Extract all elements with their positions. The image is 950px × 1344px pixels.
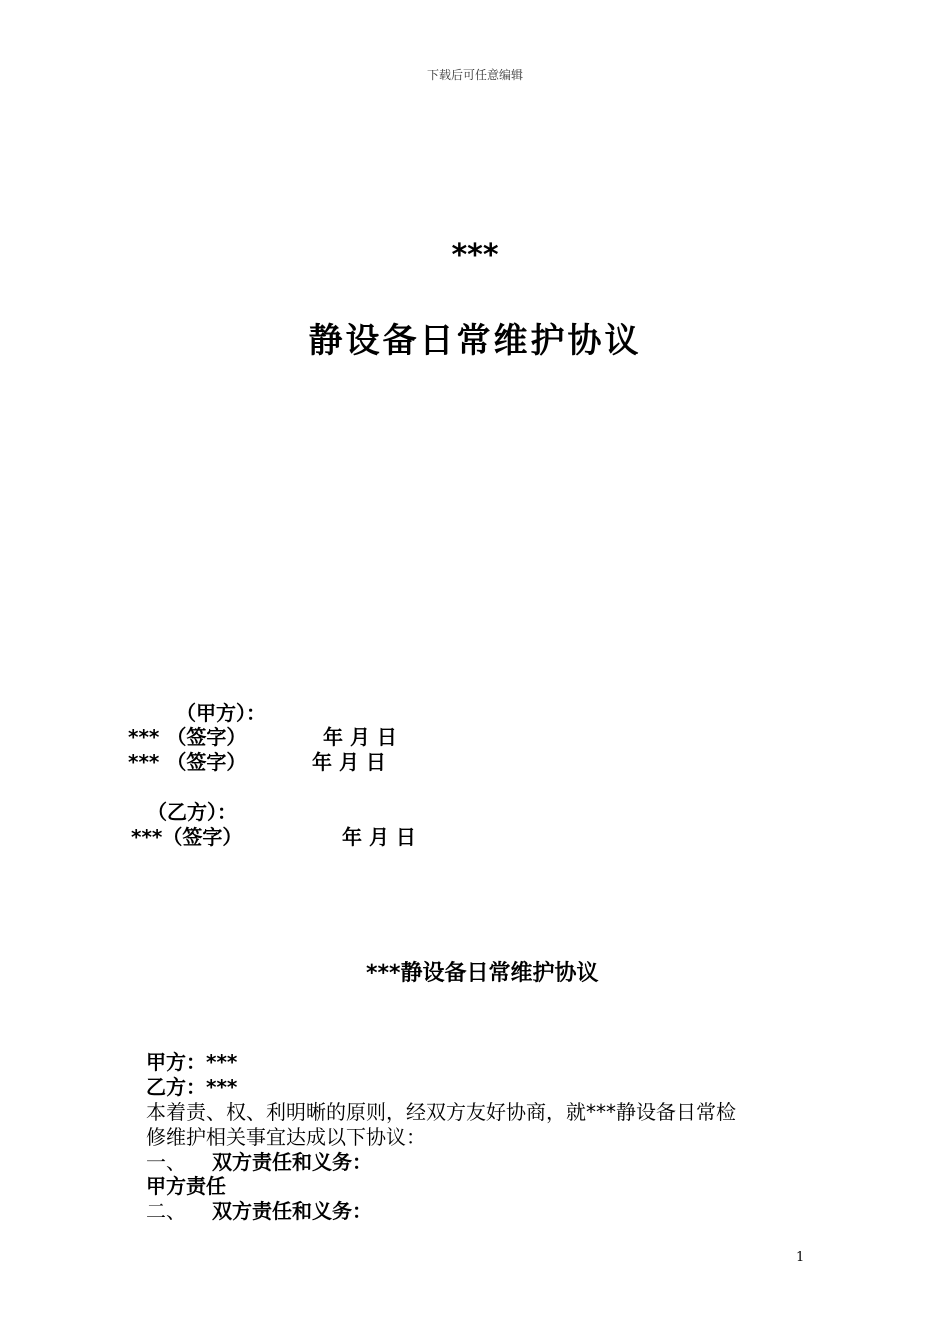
intro-line-2: 修维护相关事宜达成以下协议： (146, 1125, 426, 1149)
party-a-label: （甲方）： (176, 701, 266, 725)
section-1-number: 一、 (146, 1150, 186, 1174)
section-2-number: 二、 (146, 1199, 186, 1223)
intro-line-1: 本着责、权、利明晰的原则，经双方友好协商，就***静设备日常检 (146, 1100, 736, 1124)
party-b-label: （乙方）： (147, 800, 237, 824)
cover-stars: *** (451, 238, 499, 273)
page-number: 1 (796, 1250, 805, 1265)
party-b-line: 乙方：*** (146, 1075, 238, 1099)
header-note: 下载后可任意编辑 (426, 68, 523, 82)
party-a-duty-heading: 甲方责任 (146, 1174, 226, 1198)
body-title: ***静设备日常维护协议 (366, 961, 599, 986)
party-b-signature: ***（签字） (131, 825, 243, 849)
party-a-line: 甲方：*** (146, 1050, 238, 1074)
party-a-date-1: 年 月 日 (323, 725, 397, 749)
section-2-title: 双方责任和义务： (212, 1199, 372, 1223)
party-a-date-2: 年 月 日 (312, 750, 386, 774)
party-a-signature-2: *** （签字） (128, 750, 247, 774)
cover-title: 静设备日常维护协议 (308, 321, 642, 361)
party-a-signature-1: *** （签字） (128, 725, 247, 749)
section-1-title: 双方责任和义务： (212, 1150, 372, 1174)
party-b-date: 年 月 日 (342, 825, 416, 849)
